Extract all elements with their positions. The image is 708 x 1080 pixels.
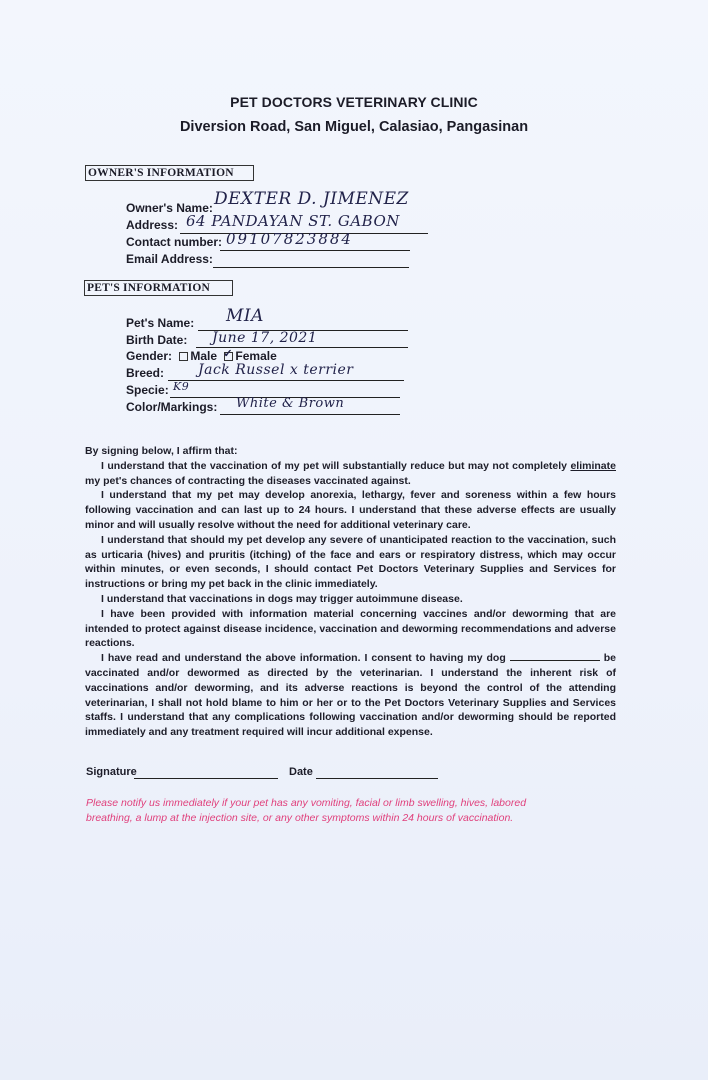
consent-paragraph-2: I understand that my pet may develop anorexia, lethargy, fever and soreness within a few hours following vaccination and can last up to 24 hours. I understand that these adverse effects are usually minor and will usually resolve without the need for additional veterinary care. xyxy=(85,489,616,531)
gender-label: Gender: xyxy=(126,349,173,363)
clinic-address: Diversion Road, San Miguel, Calasiao, Pangasinan xyxy=(179,119,529,135)
pet-section-heading: PET'S INFORMATION xyxy=(84,280,233,296)
birth-date-label: Birth Date: xyxy=(126,333,188,347)
breed-value[interactable]: Jack Russel x terrier xyxy=(198,362,354,378)
vaccination-notice: Please notify us immediately if your pet has any vomiting, facial or limb swelling, hives, labored breathing, a lump at the injection site, or any other symptoms within 24 hours of vaccination. xyxy=(86,797,527,824)
consent-block xyxy=(85,444,616,740)
contact-value[interactable]: 09107823884 xyxy=(226,230,353,248)
email-line xyxy=(213,267,409,268)
date-label: Date xyxy=(289,766,313,778)
male-label: Male xyxy=(190,349,218,363)
consent-intro: By signing below, I affirm that: xyxy=(85,445,238,457)
breed-line xyxy=(168,380,404,381)
owner-name-label: Owner's Name: xyxy=(126,201,213,215)
pet-name-value[interactable]: MIA xyxy=(226,306,264,326)
pet-name-label: Pet's Name: xyxy=(126,316,195,330)
consent-paragraph-4: I understand that vaccinations in dogs may trigger autoimmune disease. xyxy=(101,592,463,605)
owner-section-heading: OWNER'S INFORMATION xyxy=(85,165,254,181)
female-label: Female xyxy=(235,349,277,363)
consent-paragraph-5: I have been provided with information material concerning vaccines and/or deworming that are intended to protect against disease incidence, vaccination and deworming recommendations and adverse reactions. xyxy=(85,607,616,650)
male-checkbox[interactable] xyxy=(179,352,188,361)
breed-label: Breed: xyxy=(126,366,165,380)
owner-address-label: Address: xyxy=(126,218,179,232)
gender-row xyxy=(126,349,277,363)
date-line[interactable] xyxy=(316,778,438,779)
contact-line xyxy=(220,250,410,251)
specie-label: Specie: xyxy=(126,383,169,397)
color-value[interactable]: White & Brown xyxy=(236,396,345,411)
contact-label: Contact number: xyxy=(126,235,222,249)
consent-paragraph-6: I have read and understand the above information. I consent to having my dog be vaccinated and/or dewormed as directed by the veterinarian. I understand the inherent risk of vaccinations and/or deworming, and its adverse reactions is beyond the control of the attending veterinarian, I shall not hold blame to him or her or to the Pet Doctors Veterinary Supplies and Services staffs. I understand that any complications following vaccination and/or deworming should be reported immediately and any treatment required will incur additional expense. xyxy=(85,652,616,739)
signature-label: Signature xyxy=(86,766,137,778)
birth-date-value[interactable]: June 17, 2021 xyxy=(212,330,318,346)
email-label: Email Address: xyxy=(126,252,213,266)
clinic-name: PET DOCTORS VETERINARY CLINIC xyxy=(230,94,478,110)
female-checkbox[interactable] xyxy=(224,352,233,361)
owner-name-value[interactable]: DEXTER D. JIMENEZ xyxy=(214,189,409,209)
consent-paragraph-3: I understand that should my pet develop any severe of unanticipated reaction to the vaccination, such as urticaria (hives) and pruritis (itching) of the face and ears or respiratory distress, which may occur within minutes, or even seconds, I should contact Pet Doctors Veterinary Supplies and Services for instructions or bring my pet back in the clinic immediately. xyxy=(85,533,616,591)
color-line xyxy=(220,414,400,415)
specie-value[interactable]: K9 xyxy=(173,380,190,393)
consent-paragraph-1: I understand that the vaccination of my pet will substantially reduce but may not completely eliminate my pet's chances of contracting the diseases vaccinated against. xyxy=(85,459,616,487)
signature-line[interactable] xyxy=(134,778,278,779)
color-label: Color/Markings: xyxy=(126,400,218,414)
owner-address-value[interactable]: 64 PANDAYAN ST. GABON xyxy=(186,212,400,230)
dog-name-blank[interactable] xyxy=(510,651,600,661)
